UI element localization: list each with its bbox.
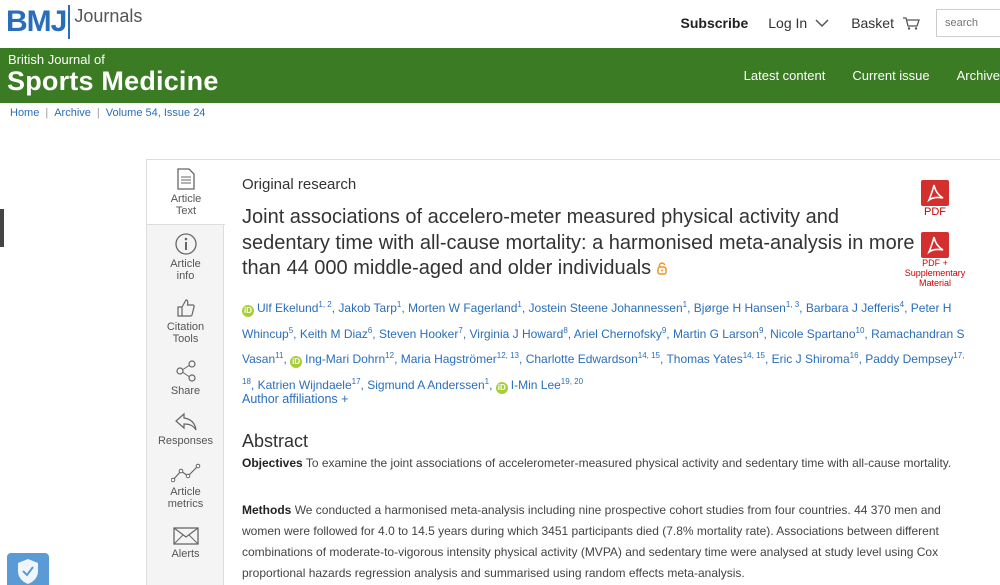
article-panel [146, 159, 1000, 585]
login-label: Log In [768, 15, 808, 31]
author-name: Thomas Yates [666, 352, 743, 366]
author-affiliation-number: 12 [385, 351, 395, 360]
author-name: Charlotte Edwardson [525, 352, 638, 366]
basket-icon [902, 16, 920, 30]
author-affiliation-number: 1 [517, 300, 522, 309]
login-link[interactable] [768, 15, 829, 31]
author-affiliation-number: 1, 2 [318, 300, 332, 309]
logo-bmj-text: BMJ [6, 5, 67, 38]
author-link[interactable] [772, 352, 859, 366]
breadcrumb-home[interactable]: Home [10, 107, 40, 119]
breadcrumb-separator: | [96, 107, 100, 119]
author-affiliation-number: 17 [351, 376, 361, 386]
author-name: Ulf Ekelund [257, 301, 319, 315]
author-name: I-Min Lee [510, 377, 561, 392]
author-affiliation-number: 17, 18 [242, 351, 965, 386]
author-affiliation-number: 4 [899, 300, 905, 309]
author-name: Keith M Diaz [299, 326, 368, 341]
author-link[interactable] [367, 378, 489, 392]
info-icon [175, 233, 197, 255]
tab-label-line2: Text [175, 205, 197, 217]
tab-label-line2: Tools [172, 333, 199, 345]
objectives-text: To examine the joint associations of accelerometer-measured physical activity and sedentary time with all-cause mortality. [305, 456, 952, 470]
author-affiliation-number: 7 [458, 325, 463, 335]
basket-link[interactable] [851, 15, 920, 31]
author-affiliation-number: 11 [275, 351, 284, 360]
tab-label-line1: Article [170, 486, 201, 498]
tab-label-line2: info [176, 270, 195, 282]
author-link[interactable] [496, 378, 583, 392]
pdf-icon [921, 180, 949, 206]
pdf-supplementary-button[interactable] [900, 232, 970, 288]
author-affiliation-number: 1 [682, 300, 688, 309]
tab-share[interactable] [147, 360, 224, 397]
author-affiliation-number: 1, 3 [785, 300, 800, 309]
abstract-methods [242, 500, 962, 584]
author-link[interactable] [666, 352, 765, 366]
author-link[interactable] [694, 301, 799, 315]
author-affiliation-number: 9 [758, 325, 764, 335]
author-name: Jostein Steene Johannessen [528, 301, 683, 315]
metrics-chart-icon [171, 463, 201, 483]
top-nav [681, 8, 1000, 38]
author-name: Paddy Dempsey [865, 352, 954, 366]
breadcrumb-issue[interactable]: Volume 54, Issue 24 [105, 107, 206, 119]
nav-latest-content[interactable]: Latest content [743, 68, 826, 83]
nav-archive[interactable]: Archive [956, 68, 1000, 83]
author-name: Martin G Larson [672, 326, 759, 341]
author-name: Ing-Mari Dohrn [305, 352, 386, 366]
methods-label: Methods [242, 503, 292, 517]
author-link[interactable] [529, 301, 688, 315]
author-affiliation-number: 12, 13 [496, 351, 520, 360]
pdf-label: PDF [924, 206, 946, 218]
journal-name-large[interactable]: Sports Medicine [7, 66, 219, 96]
author-name: Sigmund A Anderssen [367, 377, 485, 392]
journal-header [0, 48, 1000, 103]
tab-alerts[interactable] [147, 527, 224, 560]
author-link[interactable] [300, 327, 372, 341]
article-title-text: Joint associations of accelero-meter measured physical activity and sedentary time with all-cause mortality: a harmonised meta-analysis in more than 44 000 middle-aged and older individuals [242, 206, 915, 279]
abstract-heading: Abstract [242, 431, 309, 451]
tab-label-line1: Alerts [171, 548, 200, 560]
article-type: Original research [242, 176, 357, 193]
tab-label-line1: Citation [166, 321, 205, 333]
tab-label-line1: Share [170, 385, 201, 397]
feedback-edge-tab[interactable] [0, 209, 4, 247]
reply-icon [174, 412, 198, 432]
pdf-downloads [900, 180, 970, 288]
pdf-icon [921, 232, 949, 258]
author-affiliation-number: 5 [288, 325, 294, 335]
author-affiliation-number: 10 [855, 325, 865, 335]
orcid-icon[interactable]: iD [292, 357, 301, 366]
share-icon [175, 360, 197, 382]
open-access-lock-icon [657, 261, 667, 275]
author-link[interactable] [379, 327, 463, 341]
author-affiliation-number: 16 [849, 351, 859, 360]
pdf-download-button[interactable] [900, 180, 970, 218]
author-affiliation-number: 1 [396, 300, 402, 309]
breadcrumb [10, 107, 205, 119]
journal-name-small: British Journal of [8, 52, 105, 67]
article-title [242, 205, 922, 282]
envelope-icon [173, 527, 199, 545]
breadcrumb-archive[interactable]: Archive [54, 107, 91, 119]
logo-divider [68, 5, 70, 39]
author-name: Nicole Spartano [770, 326, 856, 341]
author-affiliation-number: 14, 15 [637, 351, 660, 360]
author-link[interactable] [770, 327, 864, 341]
author-name: Steven Hooker [378, 326, 459, 341]
pdf-supp-label-2: Supplementary [904, 268, 966, 278]
author-affiliation-number: 8 [563, 325, 568, 335]
author-affiliation-number: 19, 20 [560, 376, 584, 386]
author-name: Barbara J Jefferis [805, 301, 900, 315]
top-bar [0, 0, 1000, 46]
subscribe-link[interactable]: Subscribe [680, 15, 749, 31]
tab-label-line1: Responses [157, 435, 214, 447]
basket-label: Basket [851, 15, 894, 31]
orcid-icon[interactable]: iD [497, 382, 506, 392]
author-name: Virginia J Howard [469, 326, 564, 341]
abstract-objectives [242, 453, 962, 474]
tab-responses[interactable] [147, 412, 224, 447]
tab-citation-tools[interactable] [147, 298, 224, 345]
author-link[interactable] [290, 352, 394, 366]
author-name: Maria Hagströmer [400, 352, 497, 366]
article-side-tabs [147, 160, 224, 585]
author-name: Eric J Shiroma [771, 352, 850, 366]
author-name: Bjørge H Hansen [693, 301, 786, 315]
author-list: iD Ulf Ekelund$^{1, 2}$, Jakob Tarp$^1$, Morten W Fagerland$^1$, Jostein Steene Johannessen$^1$, Bjørge H Hansen$^{1, 3}$, Barbara J Jefferis$^4$, Peter H Whincup$^5$, Keith M Diaz$^6$, Steven Hooker$^7$, Virginia J Howard$^8$, Ariel Chernofsky$^9$, Martin G Larson$^9$, Nicole Spartano$^{10}$, Ramachandran S Vasan$^{11}$, iD Ing-Mari Dohrn$^{12}$, Maria Hagströmer$^{12, 13}$, Charlotte Edwardson$^{14, 15}$, Thomas Yates$^{14, 15}$, Eric J Shiroma$^{16}$, Paddy Dempsey$^{17, 18}$, Katrien Wijndaele$^{17}$, Sigmund A Anderssen$^1$, iD I-Min Lee$^{19, 20}$ [242, 300, 965, 392]
author-link[interactable] [806, 301, 904, 315]
main-nav [717, 68, 1000, 83]
author-link[interactable] [408, 301, 522, 315]
search-input[interactable] [936, 9, 1000, 37]
author-name: Peter H Whincup [242, 301, 952, 341]
author-link[interactable] [469, 327, 567, 341]
author-affiliation-number: 9 [661, 325, 667, 335]
tab-article-info[interactable] [147, 233, 224, 282]
author-name: Katrien Wijndaele [257, 377, 352, 392]
bmj-journals-logo[interactable] [6, 5, 142, 39]
author-link[interactable] [242, 301, 332, 315]
tab-label-line1: Article [170, 193, 202, 205]
author-name: Morten W Fagerland [408, 301, 518, 315]
author-link[interactable] [258, 378, 361, 392]
breadcrumb-separator: | [45, 107, 49, 119]
nav-current-issue[interactable]: Current issue [852, 68, 930, 83]
tab-label-line2: metrics [167, 498, 204, 510]
author-link[interactable] [673, 327, 764, 341]
author-name: Jakob Tarp [338, 301, 397, 315]
methods-text: We conducted a harmonised meta-analysis including nine prospective cohort studies from four countries. 44 370 men and women were followed for 4.0 to 14.5 years during which 3451 participants died (7.8% mortality rate). Associations between different combinations of moderate-to-vigorous intensity physical activity (MVPA) and sedentary time were analysed at study level using Cox proportional hazards regression analysis and summarised using random effects meta-analysis. [242, 503, 941, 580]
logo-journals-text: Journals [74, 6, 143, 26]
objectives-label: Objectives [242, 456, 303, 470]
author-affiliation-number: 1 [484, 376, 490, 386]
tab-article-metrics[interactable] [147, 463, 224, 510]
orcid-icon[interactable]: iD [244, 306, 252, 315]
author-name: Ramachandran S Vasan [242, 326, 965, 366]
author-affiliation-number: 14, 15 [742, 351, 765, 360]
author-link[interactable] [338, 301, 401, 315]
tab-article-text[interactable] [147, 160, 225, 225]
author-link[interactable] [526, 352, 660, 366]
tab-label-line1: Article [170, 258, 201, 270]
author-affiliation-number: 6 [367, 325, 373, 335]
pdf-supp-label-1: PDF + [922, 258, 948, 268]
author-link[interactable] [401, 352, 519, 366]
author-affiliations-link[interactable]: Author affiliations + [242, 392, 349, 406]
chevron-down-icon [815, 19, 829, 28]
thumbs-up-icon [176, 298, 196, 318]
pdf-supp-label-3: Material [918, 278, 951, 288]
author-name: Ariel Chernofsky [573, 326, 662, 341]
document-icon [177, 168, 195, 190]
author-link[interactable] [574, 327, 666, 341]
shield-icon[interactable] [7, 553, 49, 585]
